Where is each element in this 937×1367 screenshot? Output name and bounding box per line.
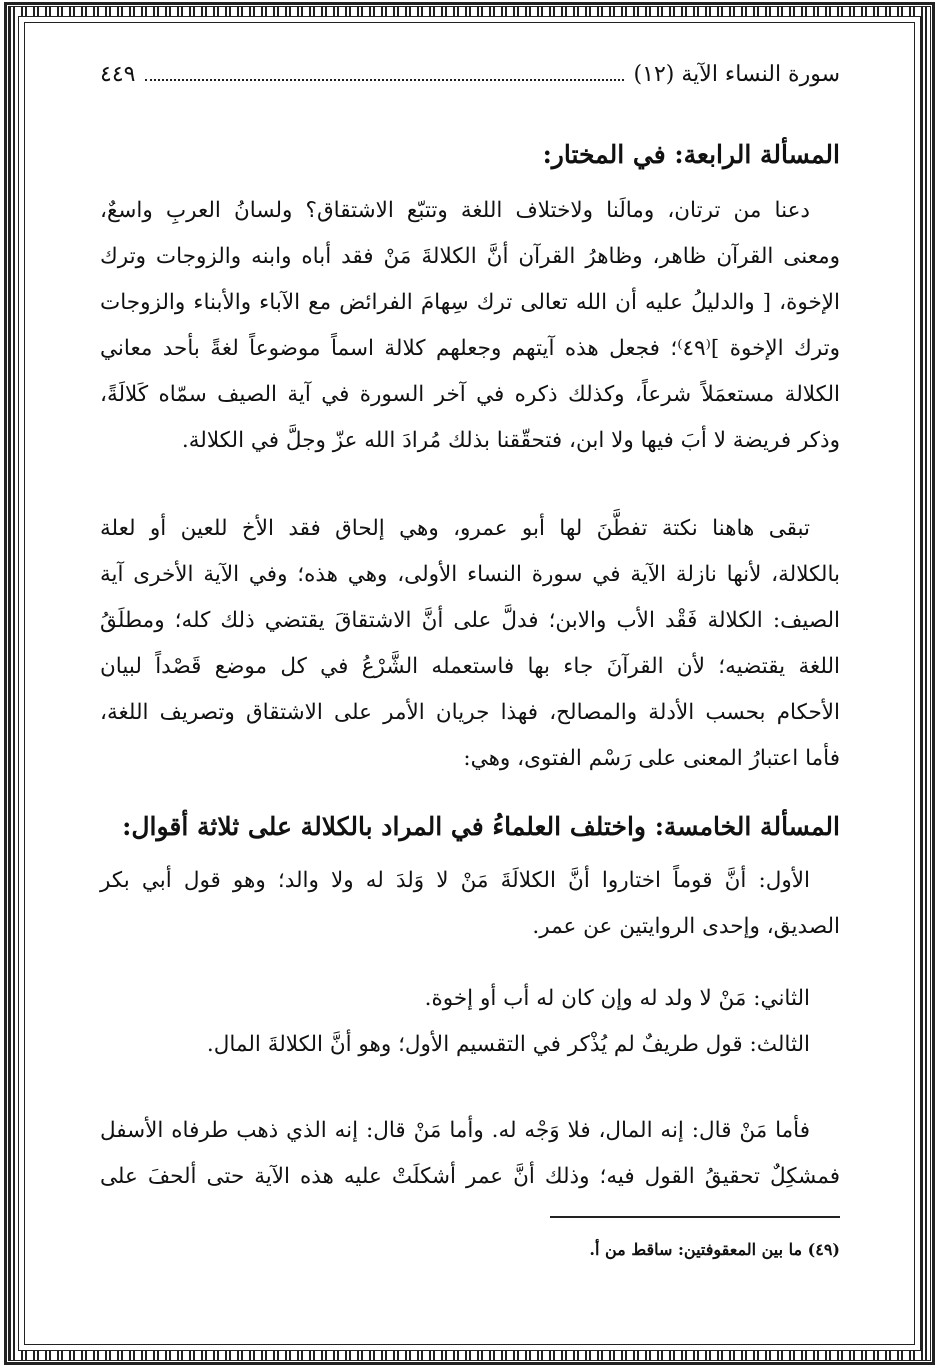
text-line: الثاني: مَنْ لا ولد له وإن كان له أب أو إخوة. [424, 986, 810, 1011]
text-line: الصيف: الكلالة فَقْد الأب والابن؛ فدلَّ على أنَّ الاشتقاقَ يقتضي ذلك كله؛ ومطلَقُ [100, 608, 840, 633]
section4-heading: المسألة الرابعة: في المختار: [542, 140, 840, 169]
section4-body [100, 188, 840, 464]
page-number: ٤٤٩ [100, 62, 136, 87]
text-line: اللغة يقتضيه؛ لأن القرآنَ جاء بها فاستعمله الشَّرْعُ في كل موضع قَصْداً لبيان [100, 654, 840, 679]
header-leader-dots [145, 63, 623, 81]
text-line: وترك الإخوة ]⁽٤٩⁾؛ فجعل هذه آيتهم وجعلهم كلالة اسماً موضوعاً لغةً بأحد معاني [100, 336, 840, 361]
paragraph3-body [100, 1108, 840, 1200]
section5-second-third [100, 976, 840, 1068]
footnote: (٤٩) ما بين المعقوفتين: ساقط من أ. [589, 1240, 840, 1259]
running-header [100, 62, 840, 92]
text-line: الثالث: قول طريفٌ لم يُذْكر في التقسيم الأول؛ وهو أنَّ الكلالةَ المال. [206, 1032, 810, 1057]
text-line: الصديق، وإحدى الروايتين عن عمر. [532, 914, 840, 939]
text-line: الأول: أنَّ قوماً اختاروا أنَّ الكلالَةَ مَنْ لا وَلدَ له ولا والد؛ وهو قول أبي بكر [100, 868, 810, 893]
text-line: تبقى هاهنا نكتة تفطَّنَ لها أبو عمرو، وهي إلحاق فقد الأخ للعين أو لعلة [100, 516, 810, 541]
text-line: فأما اعتبارُ المعنى على رَسْم الفتوى، وهي: [463, 746, 840, 771]
footnote-separator [550, 1216, 840, 1218]
text-line: فأما مَنْ قال: إنه المال، فلا وَجْه له. وأما مَنْ قال: إنه الذي ذهب طرفاه الأسفل [100, 1118, 810, 1143]
text-line: دعنا من ترتان، ومالَنا ولاختلاف اللغة وتتبّع الاشتقاق؟ ولسانُ العربِ واسعٌ، [100, 198, 810, 223]
text-line: الكلالة مستعمَلاً شرعاً، وكذلك ذكره في آخر السورة في آية الصيف سمّاه كَلالَةً، [100, 382, 840, 407]
text-line: الإخوة، [ والدليلُ عليه أن الله تعالى ترك سِهامَ الفرائض مع الآباء والأبناء والزوجات [100, 290, 840, 315]
paragraph2-body [100, 506, 840, 782]
text-line: ومعنى القرآن ظاهر، وظاهرُ القرآن أنَّ الكلالةَ مَنْ فقد أباه وابنه والزوجات وترك [100, 244, 840, 269]
section5-first [100, 858, 840, 950]
text-line: وذكر فريضة لا أبَ فيها ولا ابن، فتحقّقنا بذلك مُرادَ الله عزّ وجلَّ في الكلالة. [181, 428, 840, 453]
text-line: الأحكام بحسب الأدلة والمصالح، فهذا جريان الأمر على الاشتقاق وتصريف اللغة، [100, 700, 840, 725]
section5-heading: المسألة الخامسة: واختلف العلماءُ في المراد بالكلالة على ثلاثة أقوال: [122, 812, 840, 841]
text-line: فمشكِلٌ تحقيقُ القول فيه؛ وذلك أنَّ عمر أشكلَتْ عليه هذه الآية حتى ألحفَ على [100, 1164, 840, 1189]
text-line: بالكلالة، لأنها نازلة الآية في سورة النساء الأولى، وهي هذه؛ وفي الآية الأخرى آية [100, 562, 840, 587]
header-title: سورة النساء الآية (١٢) [633, 62, 840, 87]
